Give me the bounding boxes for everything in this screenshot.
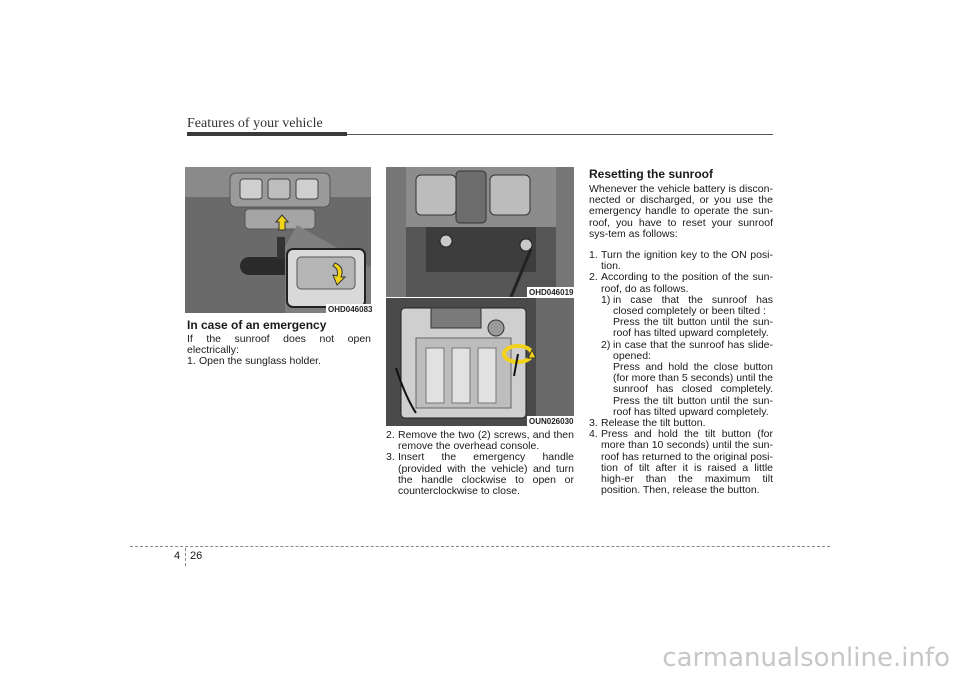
- step-item: [386, 452, 574, 497]
- page-number: 26: [190, 550, 203, 562]
- figure-code: OHD046019: [529, 288, 574, 297]
- figure-code: OUN026030: [529, 417, 574, 426]
- paragraph: Whenever the vehicle battery is discon-nected or discharged, or you use the emergency handle to operate the sun-roof, you have to reset your sunroof sys-tem as follows:: [589, 183, 773, 240]
- sub-step-text: in case that the sunroof has closed completely or been tilted :: [613, 293, 773, 318]
- step-number: 2.: [589, 271, 598, 284]
- step-text: Insert the emergency handle (provided with the vehicle) and turn the handle clockwise to open or counterclockwise to close.: [398, 451, 574, 498]
- chapter-number: 4: [174, 550, 181, 562]
- step-number: 3.: [386, 451, 395, 464]
- page-header-title: Features of your vehicle: [187, 116, 323, 131]
- header-rule-accent: [187, 132, 347, 136]
- step-number: 2.: [386, 429, 395, 441]
- sub-step-number: 2): [601, 338, 611, 351]
- header-rule: [347, 134, 773, 135]
- step-item: [187, 356, 371, 367]
- sub-step-item: [589, 340, 773, 362]
- step-item: [386, 430, 574, 452]
- left-column: [187, 318, 371, 368]
- figure-sunglass-holder: [185, 167, 371, 313]
- step-text: Open the sunglass holder.: [199, 355, 322, 368]
- step-number: 3.: [589, 417, 598, 430]
- watermark-link[interactable]: carmanualsonline.info: [662, 643, 950, 673]
- step-text: Turn the ignition key to the ON posi-tion.: [601, 249, 773, 273]
- section-heading: Resetting the sunroof: [589, 167, 714, 181]
- step-number: 1.: [187, 355, 196, 368]
- step-text: According to the position of the sun-roof, do as follows.: [601, 271, 773, 295]
- sub-step-number: 1): [601, 293, 611, 306]
- figure-overhead-console: [386, 167, 574, 297]
- middle-column: [386, 430, 574, 497]
- paragraph: If the sunroof does not open electrically:: [187, 333, 371, 357]
- step-text: Remove the two (2) screws, and then remove the overhead console.: [398, 429, 574, 453]
- step-item: [589, 429, 773, 496]
- step-item: [589, 272, 773, 294]
- sub-step-item: [589, 295, 773, 317]
- step-number: 1.: [589, 249, 598, 262]
- step-text: Release the tilt button.: [601, 417, 706, 430]
- step-text: Press and hold the tilt button (for more than 10 seconds) until the sun-roof has returned to the original posi-tion of tilt after it is raised a little high-er than the maximum tilt position. Then, release the button.: [601, 428, 773, 497]
- sub-step-detail: Press and hold the close button (for more than 5 seconds) until the sunroof has closed completely. Press the tilt button until the sun-roof has tilted upward completely.: [613, 361, 773, 418]
- step-item: [589, 250, 773, 272]
- sub-step-detail: Press the tilt button until the sun-roof has tilted upward completely.: [613, 316, 773, 340]
- right-column: [589, 167, 773, 496]
- sub-step-text: in case that the sunroof has slide-opened:: [613, 338, 773, 362]
- step-number: 4.: [589, 428, 598, 441]
- section-heading: In case of an emergency: [187, 318, 327, 332]
- footer-divider: [185, 548, 186, 566]
- figure-code: OHD046083: [328, 305, 373, 314]
- figure-emergency-handle: [386, 298, 574, 426]
- footer-rule: [130, 546, 830, 547]
